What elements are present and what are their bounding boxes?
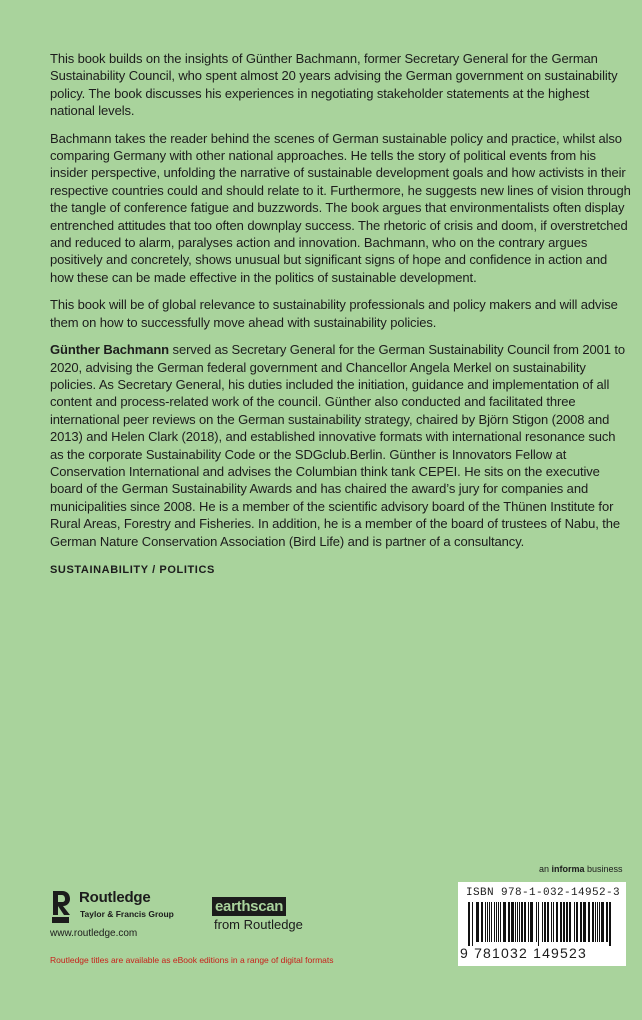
barcode-bar <box>515 902 516 942</box>
barcode-bar <box>468 902 470 946</box>
barcode-bar <box>566 902 568 942</box>
barcode-bar <box>511 902 514 942</box>
barcode-bar <box>485 902 486 942</box>
author-name: Günther Bachmann <box>50 342 170 358</box>
barcode-bar <box>606 902 608 942</box>
barcode-bar <box>524 902 526 942</box>
barcode-bar <box>503 902 506 942</box>
barcode-bar <box>508 902 510 942</box>
barcode-bar <box>574 902 575 942</box>
barcode-bar <box>551 902 552 942</box>
blurb-paragraph-3: This book will be of global relevance to sustainability professionals and policy makers and will advise them on how to successfully move ahead with sustainability policies. <box>50 297 618 330</box>
author-bio-text: served as Secretary General for the German Sustainability Council from 2001 to 2020, advising the German federal government and Chancellor Angela Merkel on sustainability policies. As Secretary General, his duties included the initiation, guidance and implementation of all content and process-related work of the council. Günther also conducted and facilitated three international peer reviews on the German sustainability strategy, chaired by Björn Stigon (2008 and 2013) and Helen Clark (2018), and established innovative formats with international resonance such as the corporate Sustainability Code or the SDGclub.Berlin. Günther is Innovators Fellow at Conservation International and advises the Columbian think tank CEPEI. He sits on the executive board of the German Sustainability Awards and has chaired the award’s jury for companies and municipalities since 2008. He is a member of the scientific advisory board of the Thünen Institute for Rural Areas, Forestry and Fisheries. In addition, he is a member of the board of trustees of Nabu, the German Nature Conservation Association (Bird Life) and is partner of a consultancy. <box>50 342 626 549</box>
barcode-bar <box>542 902 543 942</box>
barcode-bar <box>601 902 604 942</box>
barcode-bar <box>476 902 479 942</box>
author-bio <box>50 341 632 550</box>
barcode-bar <box>536 902 537 942</box>
barcode-bar <box>544 902 546 942</box>
informa-business-label: an informa business <box>539 864 623 874</box>
barcode-bar <box>580 902 582 942</box>
barcode-bar <box>496 902 497 942</box>
barcode-bar <box>538 902 539 946</box>
earthscan-from-routledge: from Routledge <box>214 917 303 932</box>
subject-category: SUSTAINABILITY / POLITICS <box>50 563 215 576</box>
barcode-bar <box>530 902 533 942</box>
barcode-bar <box>489 902 490 942</box>
earthscan-wordmark: earthscan <box>212 897 286 916</box>
barcode-bar <box>491 902 492 942</box>
barcode-bar <box>595 902 596 942</box>
barcode-bar <box>481 902 483 942</box>
barcode-bar <box>494 902 495 942</box>
barcode-bar <box>563 902 565 942</box>
isbn-barcode <box>458 882 626 966</box>
barcode-bar <box>553 902 554 942</box>
barcode-bar <box>560 902 562 942</box>
barcode-bar <box>519 902 520 942</box>
back-cover-text <box>50 50 632 576</box>
blurb-paragraph-1: This book builds on the insights of Günther Bachmann, former Secretary General for the German Sustainability Council, who spent almost 20 years advising the German government on sustainability policy. The book discusses his experiences in negotiating stakeholder statements at the highest national levels. <box>50 51 618 119</box>
isbn-label: ISBN 978-1-032-14952-3 <box>466 887 621 899</box>
blurb-paragraph-2: Bachmann takes the reader behind the scenes of German sustainable policy and practice, whilst also comparing Germany with other national approaches. He tells the story of political events from his insider perspective, unfolding the narrative of sustainable development goals and how activists in their respective countries could and should relate to it. Furthermore, he suggests new lines of vision through the tangle of conference fatigue and buzzwords. The book argues that environmentalists often display entrenched attitudes that too often downplay success. The rhetoric of crisis and doom, if overstretched and reduced to alarm, paralyses action and innovation. Bachmann, who on the contrary argues positively and concretely, shows unusual but significant signs of hope and confidence in action and how these can be made effective in the politics of sustainable development. <box>50 130 631 285</box>
barcode-digits: 9 781032 149523 <box>460 945 587 961</box>
routledge-wordmark: Routledge <box>79 889 151 906</box>
barcode-bar <box>599 902 600 942</box>
ebook-footnote: Routledge titles are available as eBook editions in a range of digital formats <box>50 955 334 965</box>
barcode-bar <box>609 902 611 946</box>
barcode-bar <box>528 902 529 942</box>
barcode-bar <box>588 902 590 942</box>
barcode-bar <box>521 902 523 942</box>
barcode-bar <box>597 902 598 942</box>
barcode-bar <box>517 902 518 942</box>
earthscan-logo <box>212 897 303 932</box>
barcode-bar <box>498 902 499 942</box>
barcode-bar <box>500 902 501 942</box>
barcode-bar <box>472 902 473 946</box>
barcode-bar <box>592 902 594 942</box>
barcode-bar <box>569 902 571 942</box>
barcode-bar <box>583 902 586 942</box>
barcode-bars <box>468 902 616 946</box>
taylor-francis-group: Taylor & Francis Group <box>80 909 174 919</box>
barcode-bar <box>547 902 549 942</box>
barcode-bar <box>487 902 488 942</box>
barcode-bar <box>556 902 558 942</box>
barcode-bar <box>576 902 578 942</box>
publisher-url: www.routledge.com <box>50 928 138 939</box>
routledge-logo-icon <box>50 889 72 925</box>
